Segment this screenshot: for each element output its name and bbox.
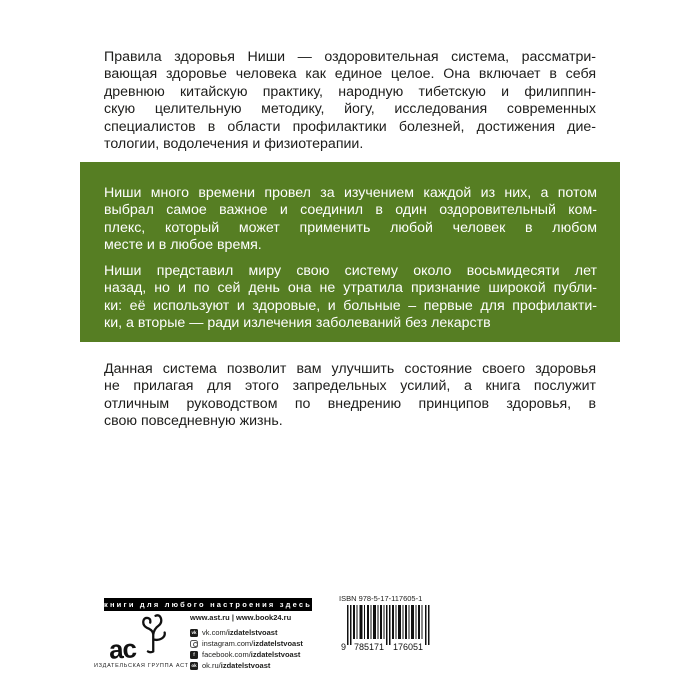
promo-paragraph-1 xyxy=(104,185,597,254)
text-line: плекс, который может применить любой человек в любом xyxy=(104,219,597,236)
text-line: Ниши представил миру свою систему около восьмидесяти лет xyxy=(104,263,597,280)
publisher-links xyxy=(190,613,340,671)
ok-icon: ok xyxy=(191,663,197,668)
text-line: свою повседневную жизнь. xyxy=(104,413,283,430)
social-link-text: facebook.com/izdatelstvoast xyxy=(202,650,301,659)
text-line: ки: её используют и здоровые, и больные – первые для профилакти- xyxy=(104,297,597,314)
social-item xyxy=(190,638,340,649)
barcode-digits-left: 785171 xyxy=(354,642,384,652)
outro-paragraph xyxy=(104,361,596,431)
text-line: ки, а вторые — ради излечения заболеваний без лекарств xyxy=(104,315,491,332)
social-item xyxy=(190,660,340,671)
barcode xyxy=(339,605,435,653)
intro-paragraph xyxy=(104,49,596,153)
promo-paragraph-2 xyxy=(104,263,597,332)
text-line: специалистов в области профилактики болезней, достижения дие- xyxy=(104,118,596,135)
text-line: Ниши много времени провел за изучением каждой из них, а потом xyxy=(104,185,597,201)
publisher-tagline: ИЗДАТЕЛЬСКАЯ ГРУППА АСТ xyxy=(94,663,189,669)
websites-line: www.ast.ru | www.book24.ru xyxy=(190,613,292,622)
social-item xyxy=(190,649,340,660)
text-line: назад, но и по сей день она не утратила признание широкой публи- xyxy=(104,280,597,297)
isbn-label: ISBN 978-5-17-117605-1 xyxy=(339,594,423,603)
slogan-bar: книги для любого настроения здесь xyxy=(104,600,313,609)
text-line: тологии, водолечения и физиотерапии. xyxy=(104,136,364,153)
barcode-digits-right: 176051 xyxy=(393,642,423,652)
text-line: отличным руководством по внедрению принципов здоровья, в xyxy=(104,395,596,412)
instagram-icon xyxy=(190,640,198,648)
publisher-logo-text: ас xyxy=(107,633,137,665)
vk-icon: vk xyxy=(191,630,197,635)
text-line: древнюю китайскую практику, народную тибетскую и филиппин- xyxy=(104,83,596,100)
text-line: Правила здоровья Ниши — оздоровительная система, рассматри- xyxy=(104,49,596,65)
barcode-digit-lead: 9 xyxy=(341,642,347,652)
isbn-block xyxy=(339,594,439,653)
facebook-icon: f xyxy=(190,651,198,659)
social-item xyxy=(190,627,340,638)
social-link-text: vk.com/izdatelstvoast xyxy=(202,628,278,637)
publisher-logo xyxy=(94,618,188,669)
promo-panel xyxy=(80,162,620,342)
text-line: скую целительную методику, йогу, исследования современных xyxy=(104,101,596,118)
ast-figure-icon xyxy=(135,613,173,660)
text-line: выбрал самое важное и соединил в один оздоровительный ком- xyxy=(104,202,597,219)
social-link-text: ok.ru/izdatelstvoast xyxy=(202,661,271,670)
text-line: Данная система позволит вам улучшить состояние своего здоровья xyxy=(104,361,596,377)
social-link-text: instagram.com/izdatelstvoast xyxy=(202,639,303,648)
text-line: месте и в любое время. xyxy=(104,236,262,253)
text-line: вающая здоровье человека как единое целое. Она включает в себя xyxy=(104,66,596,83)
text-line: не прилагая для этого запредельных усилий, а книга послужит xyxy=(104,378,596,395)
